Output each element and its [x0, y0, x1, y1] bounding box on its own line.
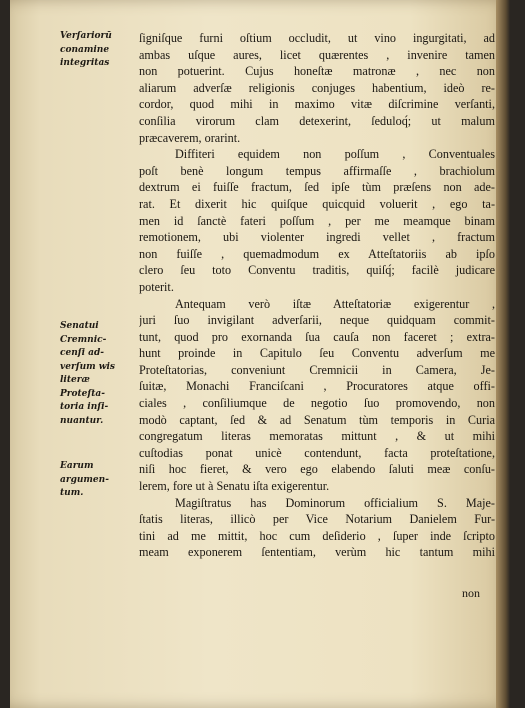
margin-note-line: nuantur.	[60, 415, 104, 426]
margin-note-line: Earum	[60, 461, 94, 471]
book-page	[10, 0, 510, 708]
margin-note-line: literæ	[60, 375, 90, 385]
text-line: non fuiſſe , quemadmodum ex Atteſtatoriis ab ipſo	[139, 246, 495, 261]
text-line: tunt, quod pro exornanda ſua cauſa non faceret ; extra-	[139, 329, 495, 344]
text-line: modò captant, ſed & ad Senatum tùm temporis in Curia	[139, 412, 495, 427]
text-line: conſilia virorum clam detexerint, ſeduloq́; ut malum	[139, 113, 495, 128]
body-text	[139, 30, 495, 561]
margin-note-line: Verſariorū	[60, 31, 112, 41]
text-line: cordor, quod mihi in maximo vitæ diſcrimine verſanti,	[139, 97, 495, 112]
margin-note-line: conamine	[60, 44, 110, 55]
margin-note-line: cenſi ad-	[60, 348, 105, 358]
text-line: hunt proinde in Capitulo ſeu Conventu adverſum me	[139, 346, 495, 361]
text-line: Proteſtatorias, conveniunt Cremnicii in Camera, Je-	[139, 362, 495, 377]
margin-note-adversaries	[60, 30, 132, 71]
text-line: Magiſtratus has Dominorum officialium S. Maje-	[175, 495, 495, 510]
text-line: ſtatis literas, illicò per Vice Notarium Danielem Fur-	[139, 512, 495, 527]
margin-note-argument	[60, 460, 132, 501]
margin-note-line: integritas	[60, 58, 110, 68]
text-line: aliarum adverſæ religionis conjuges habentium, ideò re-	[139, 80, 495, 95]
text-line: Antequam verò iſtæ Atteſtatoriæ exigerentur ,	[175, 296, 495, 311]
text-line: poterit.	[139, 279, 174, 294]
text-line: tini ad me mittit, hoc cum deſiderio , ſuper inde ſcripto	[139, 528, 495, 543]
catchword: non	[462, 586, 480, 600]
text-line: cuſtodias ponat unicè contendunt, facta proteſtatione,	[139, 445, 495, 460]
text-line: ambas uſque aures, licet quærentes , invenire tamen	[139, 47, 495, 62]
text-line: men id ſanctè fateri poſſum , per me meamque binam	[139, 213, 495, 228]
margin-note-line: toria inſi-	[60, 402, 109, 412]
margin-notes	[60, 30, 132, 590]
text-line: niſi hoc fieret, & vero ego elabendo ſaluti meæ conſu-	[139, 462, 495, 477]
margin-note-line: Senatui	[60, 321, 99, 331]
page-gutter	[496, 0, 510, 708]
text-line: congregatum literas memoratas mittunt , & ut mihi	[139, 429, 495, 444]
text-line: remotionem, ubi violenter ingredi vellet , fractum	[139, 230, 495, 245]
text-line: præcaverem, orarint.	[139, 130, 241, 145]
text-line: dextrum ei fuiſſe fractum, ſed ipſe tùm præſens non ade-	[139, 180, 495, 195]
text-line: ciales , conſiliumque de negotio ſuo promovendo, non	[139, 396, 495, 411]
text-line: rat. Et dixerit hic quiſque quicquid voluerit , ego ta-	[139, 196, 495, 211]
margin-note-line: Proteſta-	[60, 388, 105, 399]
text-line: poſt benè longum tempus affirmaſſe , brachiolum	[139, 163, 495, 178]
text-line: ſigniſque furni oſtium occludit, ut vino ingurgitati, ad	[139, 31, 495, 45]
margin-note-line: argumen-	[60, 474, 109, 485]
margin-note-line: tum.	[60, 488, 84, 498]
text-line: ſuitæ, Monachi Franciſcani , Procuratores atque offi-	[139, 379, 495, 394]
margin-note-line: Cremnic-	[60, 334, 107, 345]
text-line: juri ſuo invigilant adverſarii, neque quidquam commit-	[139, 313, 495, 328]
text-line: meam exponerem ſententiam, verùm hic tantum mihi	[139, 545, 495, 560]
text-line: Diffiteri equidem non poſſum , Conventuales	[175, 147, 495, 162]
text-line: lerem, fore ut à Senatu iſta exigerentur.	[139, 479, 330, 494]
margin-note-senate	[60, 320, 132, 428]
margin-note-line: verſum wis	[60, 361, 116, 372]
text-line: non potuerint. Cujus honeſtæ matronæ , nec non	[139, 64, 495, 79]
text-line: clero ſeu toto Conventu traditis, quiſq́; facilè judicare	[139, 263, 495, 278]
